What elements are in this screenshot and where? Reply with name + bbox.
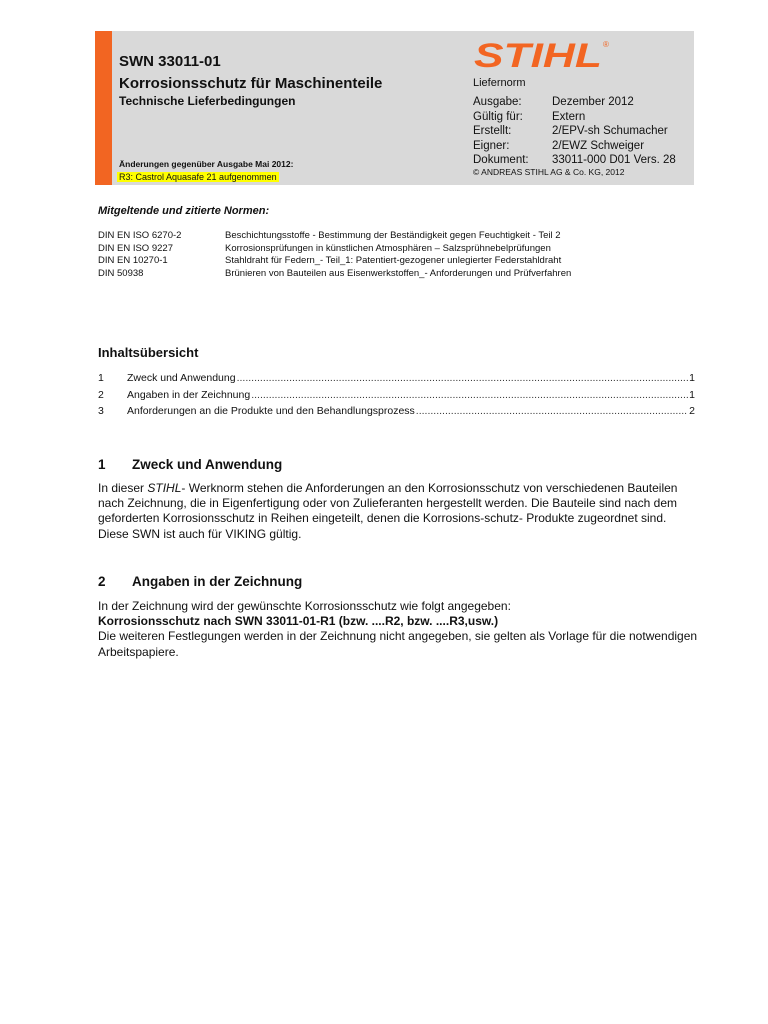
meta-value: 2/EPV-sh Schumacher bbox=[552, 125, 668, 137]
toc-entry-2[interactable] bbox=[98, 389, 695, 406]
document-title: Korrosionsschutz für Maschinenteile bbox=[119, 75, 383, 92]
toc-entry-3[interactable] bbox=[98, 405, 695, 422]
norm-code: DIN EN ISO 6270-2 bbox=[98, 230, 182, 241]
meta-row bbox=[473, 124, 676, 139]
meta-label: Dokument: bbox=[473, 154, 529, 166]
section-number: 2 bbox=[98, 574, 106, 589]
changes-label: Änderungen gegenüber Ausgabe Mai 2012: bbox=[119, 159, 294, 169]
meta-value: 33011-000 D01 Vers. 28 bbox=[552, 154, 676, 166]
meta-label: Erstellt: bbox=[473, 125, 512, 137]
svg-text:STIHL: STIHL bbox=[474, 37, 602, 73]
table-of-contents bbox=[98, 372, 695, 422]
toc-label: Anforderungen an die Produkte und den Behandlungsprozess bbox=[127, 405, 415, 417]
document-code: SWN 33011-01 bbox=[119, 53, 221, 70]
norm-row bbox=[98, 243, 571, 256]
meta-value: Dezember 2012 bbox=[552, 96, 634, 108]
section-number: 1 bbox=[98, 457, 106, 472]
change-item-highlight: R3: Castrol Aquasafe 21 aufgenommen bbox=[119, 172, 277, 182]
section-1-heading bbox=[98, 457, 282, 472]
toc-heading: Inhaltsübersicht bbox=[98, 345, 199, 360]
meta-value: 2/EWZ Schweiger bbox=[552, 139, 645, 152]
toc-leader-dots bbox=[416, 405, 688, 417]
section-2-spec: Korrosionsschutz nach SWN 33011-01-R1 (bzw. ....R2, bzw. ....R3,usw.) bbox=[98, 614, 499, 629]
meta-row bbox=[473, 139, 676, 154]
section-2-heading bbox=[98, 574, 302, 589]
document-type: Liefernorm bbox=[473, 77, 526, 89]
orange-accent-bar bbox=[95, 31, 112, 185]
section-2-body bbox=[98, 599, 698, 660]
section-2-note: Die weiteren Festlegungen werden in der Zeichnung nicht angegeben, sie gelten als Vorlage für die notwendigen Arbeitspapiere. bbox=[98, 629, 698, 659]
toc-page: 1 bbox=[689, 388, 695, 401]
section-title: Zweck und Anwendung bbox=[132, 457, 283, 472]
section-1-note: Diese SWN ist auch für VIKING gültig. bbox=[98, 526, 302, 541]
meta-label: Ausgabe: bbox=[473, 96, 522, 108]
toc-number: 1 bbox=[98, 372, 104, 384]
norm-row bbox=[98, 268, 571, 281]
toc-page: 1 bbox=[689, 372, 695, 384]
meta-label: Gültig für: bbox=[473, 110, 523, 123]
text-run: - Werknorm stehen die Anforderungen an den Korrosionsschutz von verschiedenen Bauteilen nach Zeichnung, die in Eigenfertigung oder von Zulieferanten hergestellt werden. Die Bauteile sind nach dem geforderten Korrosionsschutz in Reihen eingeteilt, denen die Korrosions-schutz- Produkte zugeordnet sind. bbox=[98, 481, 678, 526]
norms-list bbox=[98, 230, 571, 280]
meta-row bbox=[473, 110, 676, 125]
toc-number: 3 bbox=[98, 405, 104, 417]
meta-value: Extern bbox=[552, 110, 586, 123]
document-subtitle: Technische Lieferbedingungen bbox=[119, 94, 296, 108]
norm-description: Beschichtungsstoffe - Bestimmung der Beständigkeit gegen Feuchtigkeit - Teil 2 bbox=[225, 230, 561, 241]
toc-entry-1[interactable] bbox=[98, 372, 695, 389]
toc-leader-dots bbox=[251, 389, 688, 401]
norm-row bbox=[98, 230, 571, 243]
document-meta bbox=[473, 95, 676, 168]
meta-label: Eigner: bbox=[473, 139, 510, 152]
toc-number: 2 bbox=[98, 388, 104, 401]
stihl-logo bbox=[474, 37, 613, 73]
brand-emphasis: STIHL bbox=[147, 481, 182, 495]
norm-code: DIN 50938 bbox=[98, 267, 144, 279]
meta-row bbox=[473, 95, 676, 110]
norm-code: DIN EN ISO 9227 bbox=[98, 242, 173, 254]
section-title: Angaben in der Zeichnung bbox=[132, 574, 303, 589]
section-1-body bbox=[98, 481, 698, 542]
norm-description: Brünieren von Bauteilen aus Eisenwerkstoffen_- Anforderungen und Prüfverfahren bbox=[225, 267, 572, 279]
norm-description: Stahldraht für Federn_- Teil_1: Patentiert-gezogener unlegierter Federstahldraht bbox=[225, 255, 562, 266]
document-header bbox=[95, 31, 694, 185]
toc-page: 2 bbox=[689, 405, 695, 417]
toc-label: Zweck und Anwendung bbox=[127, 372, 236, 384]
meta-row bbox=[473, 153, 676, 168]
section-1-paragraph bbox=[98, 481, 698, 527]
norm-row bbox=[98, 255, 571, 268]
toc-label: Angaben in der Zeichnung bbox=[127, 388, 251, 401]
norm-code: DIN EN 10270-1 bbox=[98, 255, 168, 266]
text-run: In dieser bbox=[98, 481, 148, 495]
section-2-intro: In der Zeichnung wird der gewünschte Korrosionsschutz wie folgt angegeben: bbox=[98, 599, 511, 613]
norm-description: Korrosionsprüfungen in künstlichen Atmosphären – Salzsprühnebelprüfungen bbox=[225, 242, 551, 254]
svg-text:®: ® bbox=[603, 40, 609, 49]
copyright-notice: © ANDREAS STIHL AG & Co. KG, 2012 bbox=[473, 167, 625, 177]
norms-heading: Mitgeltende und zitierte Normen: bbox=[98, 205, 270, 217]
toc-leader-dots bbox=[237, 372, 689, 384]
